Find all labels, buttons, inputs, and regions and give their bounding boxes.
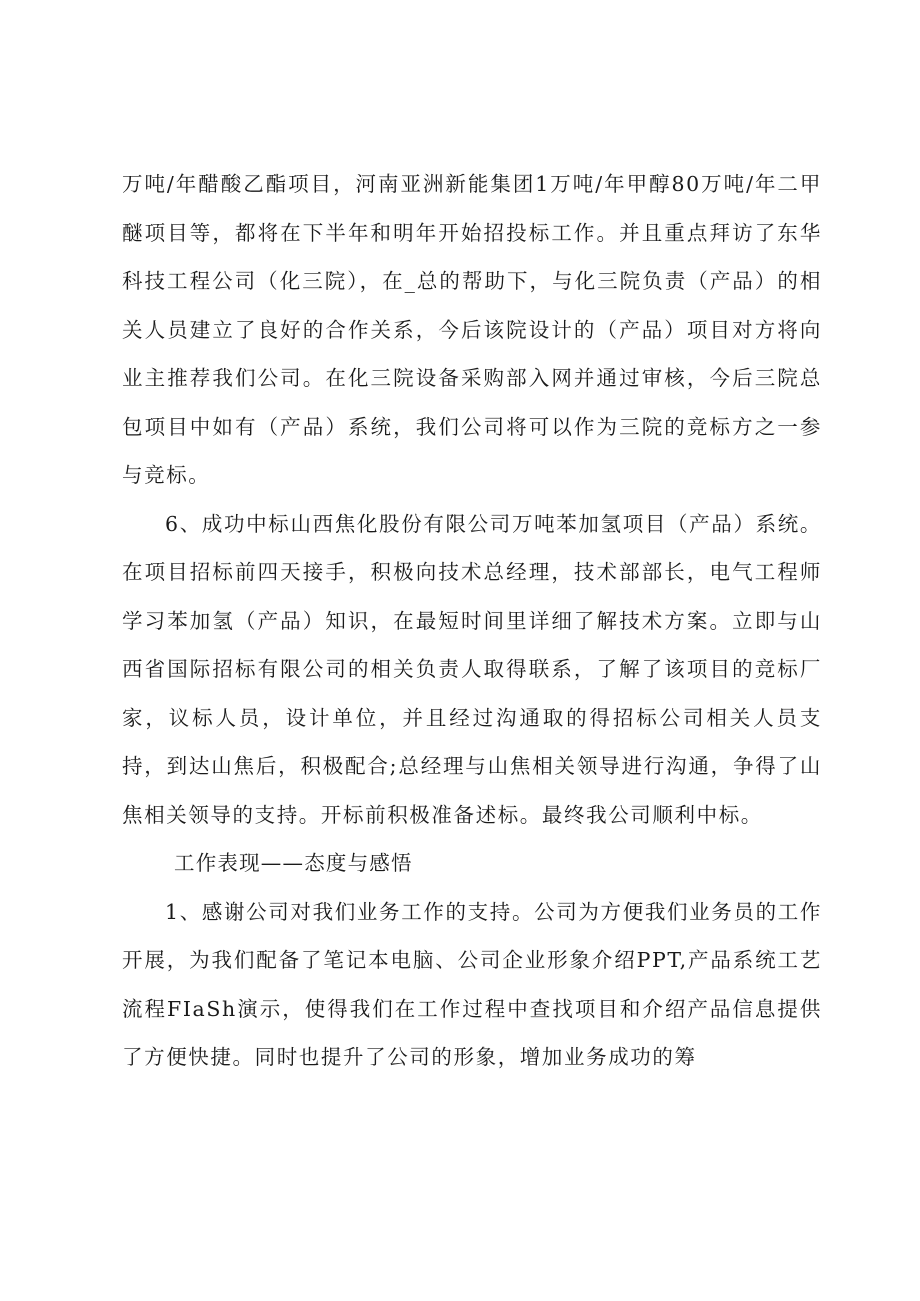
paragraph-2: 6、成功中标山西焦化股份有限公司万吨苯加氢项目（产品）系统。在项目招标前四天接手，积极向技术总经理，技术部部长，电气工程师学习苯加氢（产品）知识，在最短时间里详细了解技术方案。立即与山西省国际招标有限公司的相关负责人取得联系，了解了该项目的竞标厂家，议标人员，设计单位，并且经过沟通取的得招标公司相关人员支持，到达山焦后，积极配合;总经理与山焦相关领导进行沟通，争得了山焦相关领导的支持。开标前积极准备述标。最终我公司顺利中标。	[122, 511, 822, 827]
section-heading: 工作表现——态度与感悟	[174, 851, 413, 875]
paragraph-3: 1、感谢公司对我们业务工作的支持。公司为方便我们业务员的工作开展，为我们配备了笔记本电脑、公司企业形象介绍PPT,产品系统工艺流程FIaSh演示，使得我们在工作过程中查找项目和介绍产品信息提供了方便快捷。同时也提升了公司的形象，增加业务成功的筹	[122, 899, 822, 1069]
document-body	[122, 160, 822, 1082]
paragraph-1: 万吨/年醋酸乙酯项目，河南亚洲新能集团1万吨/年甲醇80万吨/年二甲醚项目等，都将在下半年和明年开始招投标工作。并且重点拜访了东华科技工程公司（化三院），在_总的帮助下，与化三院负责（产品）的相关人员建立了良好的合作关系，今后该院设计的（产品）项目对方将向业主推荐我们公司。在化三院设备采购部入网并通过审核，今后三院总包项目中如有（产品）系统，我们公司将可以作为三院的竞标方之一参与竞标。	[122, 172, 822, 487]
